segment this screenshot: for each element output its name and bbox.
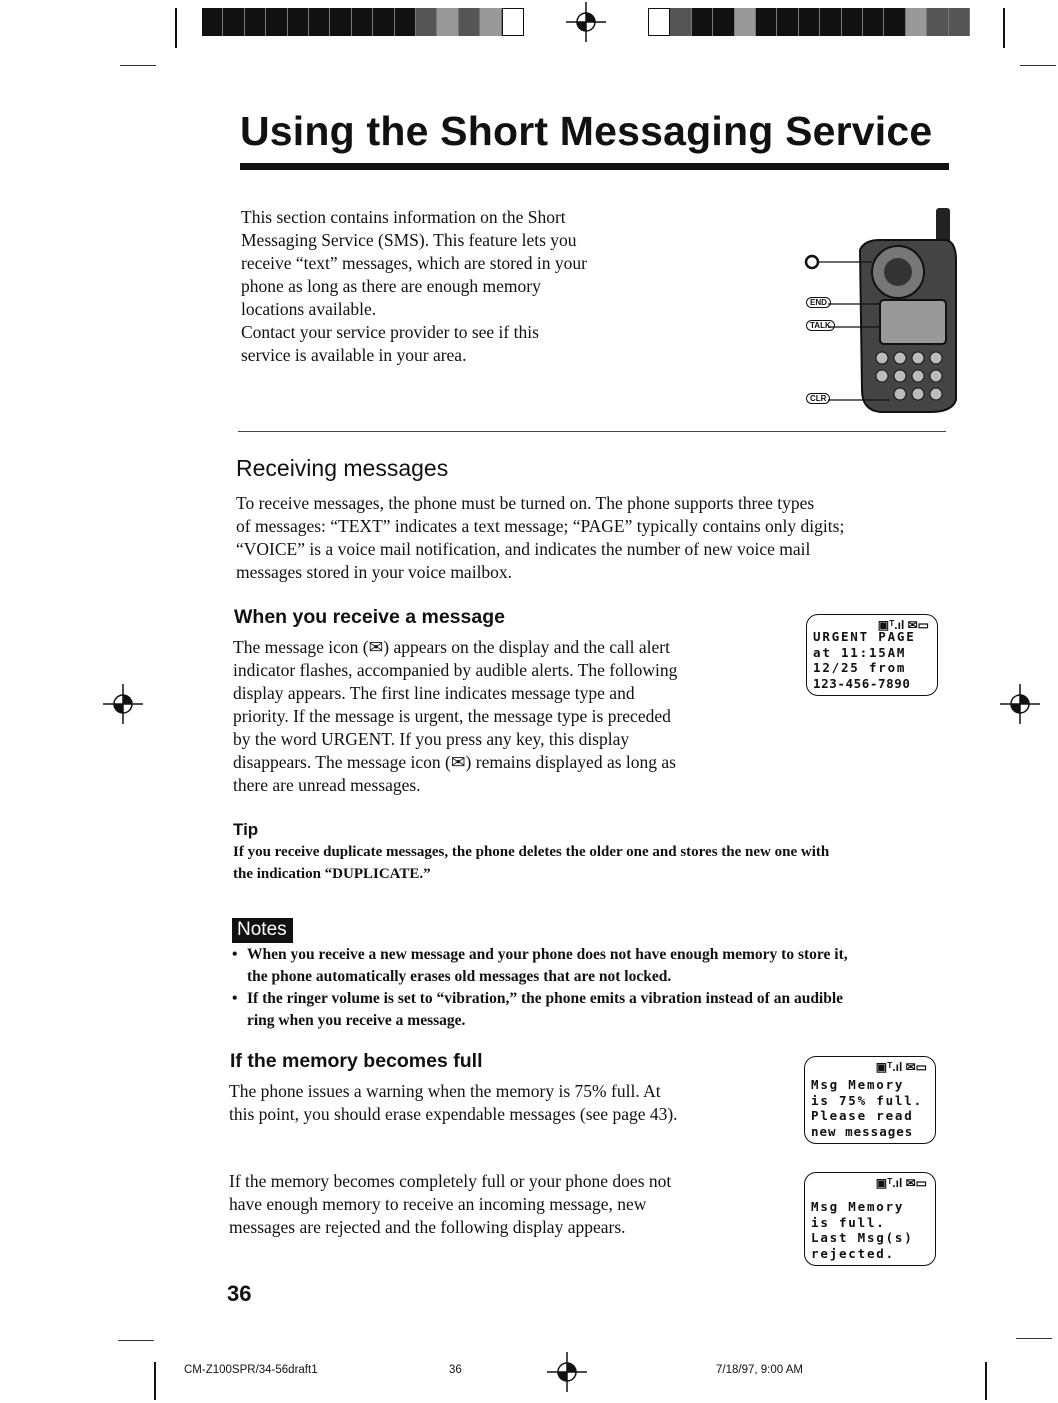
display-line: Msg Memory [811, 1199, 905, 1214]
phone-display-memory-75 [804, 1056, 936, 1144]
text-line: If the memory becomes completely full or your phone does not [229, 1171, 672, 1191]
display-line: Msg Memory [811, 1077, 905, 1092]
text-line: the indication “DUPLICATE.” [233, 866, 431, 882]
crop-mark [120, 65, 156, 66]
display-status-icons: ▣ᵀ.ıl ✉▭ [877, 618, 929, 632]
text-line: The phone issues a warning when the memory is 75% full. At [229, 1081, 661, 1101]
text-line: messages are rejected and the following display appears. [229, 1217, 626, 1237]
talk-key: TALK [806, 320, 835, 331]
tip-text [233, 841, 953, 885]
footer-filename: CM-Z100SPR/34-56draft1 [184, 1364, 318, 1376]
when-receive-paragraph [233, 636, 773, 797]
text-line: there are unread messages. [233, 775, 421, 795]
text-line: The message icon (✉) appears on the display and the call alert [233, 637, 670, 657]
intro-paragraph [241, 206, 681, 367]
text-line: indicator flashes, accompanied by audible alerts. The following [233, 660, 678, 680]
text-line: If you receive duplicate messages, the phone deletes the older one and stores the new one with [233, 844, 830, 860]
registration-mark-icon [547, 1352, 587, 1392]
text-line: messages stored in your voice mailbox. [236, 562, 513, 582]
text-line: disappears. The message icon (✉) remains displayed as long as [233, 752, 676, 772]
intro-line: Contact your service provider to see if this [241, 322, 539, 342]
phone-display-urgent-page [806, 614, 938, 696]
tip-label: Tip [233, 820, 259, 839]
display-status-icons: ▣ᵀ.ıl ✉▭ [875, 1060, 927, 1074]
section-divider [238, 431, 946, 432]
text-line: have enough memory to receive an incoming message, new [229, 1194, 647, 1214]
display-line: Last Msg(s) [811, 1230, 914, 1245]
color-bar-right [648, 8, 970, 36]
clr-key: CLR [806, 393, 830, 404]
page-title: Using the Short Messaging Service [240, 108, 933, 154]
color-bar-left [202, 8, 524, 36]
text-line: priority. If the message is urgent, the message type is preceded [233, 706, 671, 726]
notes-list [232, 944, 952, 1032]
display-line: 123-456-7890 [813, 675, 911, 691]
registration-mark-icon [1000, 684, 1040, 724]
phone-display-memory-full [804, 1172, 936, 1266]
intro-line: phone as long as there are enough memory [241, 276, 541, 296]
end-key: END [806, 297, 831, 308]
text-line: ring when you receive a message. [247, 1012, 466, 1029]
text-line: by the word URGENT. If you press any key, this display [233, 729, 630, 749]
display-text [811, 1077, 923, 1139]
text-line: To receive messages, the phone must be turned on. The phone supports three types [236, 493, 815, 513]
intro-line: Messaging Service (SMS). This feature lets you [241, 230, 577, 250]
crop-mark [118, 1340, 154, 1341]
title-rule [240, 163, 949, 170]
display-line: at 11:15AM [813, 644, 907, 660]
text-line: When you receive a new message and your phone does not have enough memory to store it, [247, 946, 848, 963]
footer-date: 7/18/97, 9:00 AM [716, 1364, 803, 1376]
text-line: the phone automatically erases old messages that are not locked. [247, 968, 672, 985]
subsection-heading: If the memory becomes full [230, 1050, 483, 1072]
intro-line: receive “text” messages, which are stored in your [241, 253, 587, 273]
memory-paragraph-2 [229, 1170, 769, 1239]
crop-mark [1016, 1338, 1052, 1339]
registration-mark-icon [566, 2, 606, 42]
crop-mark [985, 1362, 987, 1400]
footer-page: 36 [449, 1364, 462, 1376]
page-number: 36 [227, 1281, 252, 1306]
notes-badge: Notes [232, 918, 293, 943]
crop-mark [175, 8, 177, 48]
display-line: Please read [811, 1108, 914, 1123]
section-heading: Receiving messages [236, 455, 449, 481]
intro-line: locations available. [241, 299, 377, 319]
display-line: rejected. [811, 1245, 895, 1261]
intro-line: This section contains information on the Short [241, 207, 566, 227]
bullet-icon: • [232, 946, 238, 963]
registration-mark-icon [103, 684, 143, 724]
crop-mark [154, 1362, 156, 1400]
text-line: display appears. The first line indicates message type and [233, 683, 635, 703]
text-line: If the ringer volume is set to “vibration,” the phone emits a vibration instead of an audible [247, 990, 844, 1007]
bullet-icon: • [232, 990, 238, 1007]
display-line: is full. [811, 1214, 886, 1230]
display-text [813, 629, 916, 691]
text-line: “VOICE” is a voice mail notification, and indicates the number of new voice mail [236, 539, 811, 559]
display-line: new messages [811, 1123, 914, 1139]
crop-mark [1020, 65, 1056, 66]
display-line: URGENT PAGE [813, 629, 916, 644]
list-item [232, 988, 952, 1032]
intro-line: service is available in your area. [241, 345, 467, 365]
text-line: this point, you should erase expendable messages (see page 43). [229, 1104, 678, 1124]
subsection-heading: When you receive a message [234, 606, 505, 628]
display-status-icons: ▣ᵀ.ıl ✉▭ [875, 1176, 927, 1190]
crop-mark [1003, 8, 1005, 48]
memory-paragraph-1 [229, 1080, 769, 1126]
receiving-paragraph [236, 492, 956, 584]
text-line: of messages: “TEXT” indicates a text message; “PAGE” typically contains only digits; [236, 516, 845, 536]
display-text [811, 1199, 914, 1261]
list-item [232, 944, 952, 988]
display-line: is 75% full. [811, 1092, 923, 1108]
display-line: 12/25 from [813, 660, 907, 675]
